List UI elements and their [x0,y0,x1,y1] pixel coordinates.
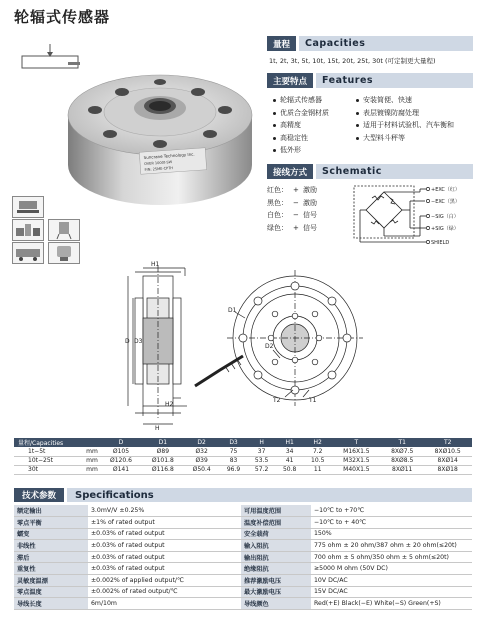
application-thumbnail-4 [48,219,80,241]
table-row: 蠕变 ±0.03% of rated output 安全载荷 150% [14,528,472,540]
dim-label-d1: D1 [228,307,237,314]
features-header [267,73,473,88]
application-thumbnail-2 [12,219,44,241]
table-row: 重复性 ±0.03% of rated output 绝缘阻抗 ≥5000 M ohm (50V DC) [14,563,472,575]
table-row: 滞后 ±0.03% of rated output 输出阻抗 700 ohm ± 5 ohm/350 ohm ± 5 ohm(≤20t) [14,551,472,563]
capacities-header-cn: 量程 [267,36,296,51]
feature-item: 低外形 [273,144,329,157]
table-row: 灵敏度温漂 ±0.002% of applied output/℃ 推荐激励电压 10V DC/AC [14,575,472,587]
specifications-table [14,505,472,610]
schematic-label-exc-plus: +EXC（红） [431,187,460,193]
technical-drawing [125,258,385,430]
dim-label-d3: D3 [134,338,143,345]
schematic-label-exc-minus: −EXC（黑） [431,199,460,205]
dim-label-h: H [155,425,160,430]
feature-item: 高精度 [273,119,329,132]
schematic-header-en: Schematic [316,164,473,179]
feature-item: 适用于材料试验机、汽车衡和 [356,119,454,132]
application-thumbnail-5 [48,242,80,264]
table-row: 1t−5t mm Ø105 Ø89 Ø32 75 37 34 7.2 M16X1.5 8XØ7.5 8XØ10.5 [14,447,472,456]
features-header-en: Features [316,73,473,88]
page-title: 轮辐式传感器 [14,8,111,26]
feature-item: 优质合金钢材质 [273,107,329,120]
col-header: D2 [184,438,220,447]
col-header [84,438,100,447]
col-header: T1 [381,438,423,447]
dim-label-d2: D2 [265,343,274,350]
table-row: 非线性 ±0.03% of rated output 输入阻抗 775 ohm ± 20 ohm/387 ohm ± 20 ohm(≤20t) [14,540,472,552]
col-header: 量程/Capacities [14,438,84,447]
col-header: H2 [304,438,332,447]
table-row: 额定输出 3.0mV/V ±0.25% 可用温度范围 −10℃ to +70℃ [14,505,472,517]
col-header: D1 [142,438,184,447]
wiring-schematic [350,180,474,252]
capacities-header [267,36,473,51]
application-thumbnail-1 [12,196,44,218]
col-header: D3 [220,438,248,447]
photo-label-line-3: P/N: 25ME-CPTH [144,166,174,173]
table-row: 零点温度 ±0.002% of rated output/℃ 最大激励电压 15V DC/AC [14,586,472,598]
dim-label-h1: H1 [151,261,160,268]
col-header: T [332,438,381,447]
features-header-cn: 主要特点 [267,73,313,88]
specifications-header [14,488,472,502]
dim-label-t2: T2 [273,397,281,404]
capacities-text: 1t, 2t, 3t, 5t, 10t, 15t, 20t, 25t, 30t (可定制更大量程) [269,57,436,65]
schematic-header [267,164,473,179]
schematic-header-cn: 接线方式 [267,164,313,179]
specifications-header-en: Specifications [67,488,472,502]
application-thumbnail-3 [12,242,44,264]
col-header: T2 [423,438,472,447]
feature-item: 表层镀镍防腐处理 [356,107,454,120]
specifications-header-cn: 技术参数 [14,488,64,502]
table-row: 30t mm Ø141 Ø116.8 Ø50.4 96.9 57.2 50.8 11 M40X1.5 8XØ11 8XØ18 [14,465,472,474]
col-header: D [100,438,142,447]
photo-label-line-1: Suncrane Technology Inc. [143,151,195,161]
feature-item: 高稳定性 [273,132,329,145]
wiring-row: 白色： − 信号 [267,211,317,219]
feature-item-continuation: 大型料斗秤等 [356,132,454,145]
dimensions-table [14,438,472,475]
dim-label-t1: T1 [309,397,317,404]
dim-label-h2: H2 [165,401,174,408]
wiring-list [267,184,317,234]
table-row: 零点平衡 ±1% of rated output 温度补偿范围 −10℃ to + 40℃ [14,517,472,529]
col-header: H [248,438,276,447]
dimensions-header-row [14,438,472,447]
feature-item: 轮辐式传感器 [273,94,329,107]
photo-label-line-2: OVER 1000t-SW [144,160,173,167]
table-row: 10t−25t mm Ø120.6 Ø101.8 Ø39 83 53.5 41 10.5 M32X1.5 8XØ8.5 8XØ14 [14,456,472,465]
schematic-label-sig-minus: −SIG（白） [431,214,459,220]
product-photo [60,70,260,210]
schematic-label-shield: SHIELD [431,240,450,246]
feature-item: 安装简便、快速 [356,94,454,107]
capacities-header-en: Capacities [299,36,473,51]
wiring-row: 绿色： + 信号 [267,223,317,232]
wiring-row: 黑色： − 激励 [267,198,317,207]
wiring-row: 红色： + 激励 [267,186,317,194]
col-header: H1 [276,438,304,447]
table-row: 导线长度 6m/10m 导线颜色 Red(+E) Black(−E) White(−S) Green(+S) [14,598,472,610]
schematic-label-sig-plus: +SIG（绿） [431,226,459,232]
dim-label-d: D [125,338,130,345]
